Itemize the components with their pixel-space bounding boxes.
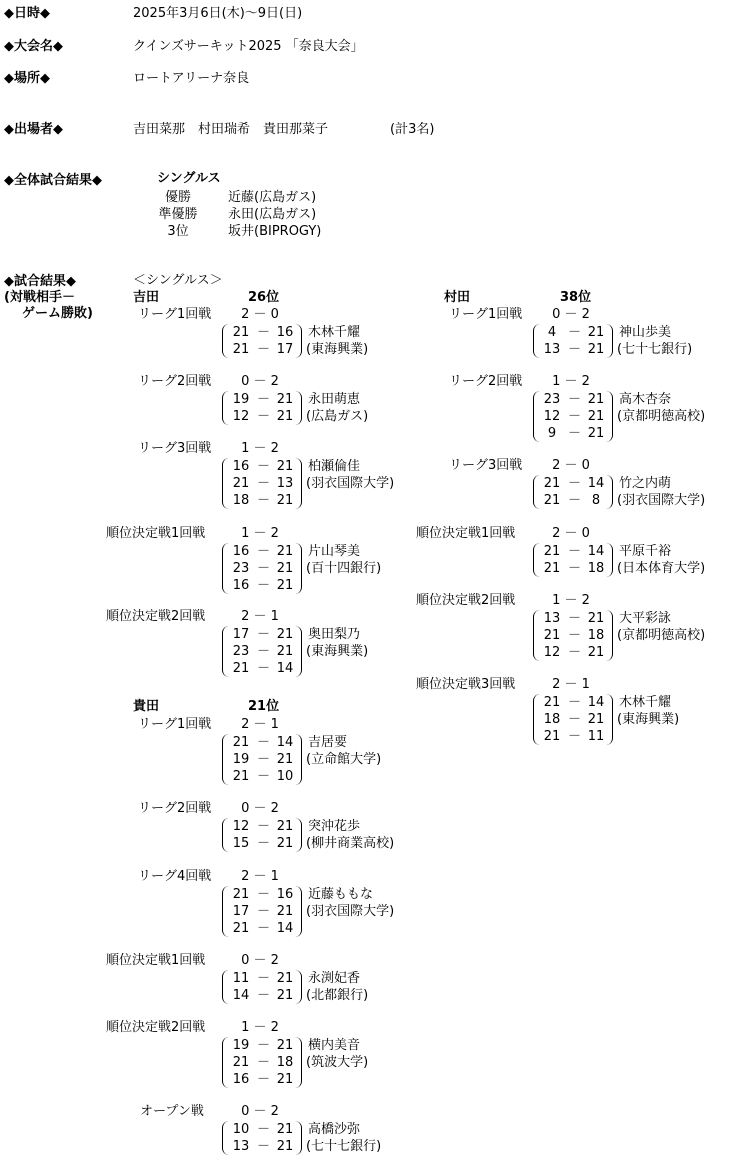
game-scores bbox=[533, 694, 613, 745]
game-score: 13 bbox=[543, 611, 561, 626]
event-value: クインズサーキット2025 「奈良大会」 bbox=[133, 39, 364, 54]
game-row bbox=[534, 391, 612, 408]
opponent-team: (日本体育大学) bbox=[617, 561, 706, 576]
game-score: 8 bbox=[591, 493, 601, 508]
game-row bbox=[534, 694, 612, 711]
opponent-name: 奥田梨乃 bbox=[308, 627, 361, 642]
game-scores bbox=[533, 324, 613, 358]
overall-rank: 準優勝 bbox=[158, 207, 198, 222]
game-row bbox=[223, 970, 301, 987]
set-score: 0 － 2 bbox=[241, 374, 279, 389]
game-score: 18 bbox=[587, 561, 605, 576]
game-score: 23 bbox=[232, 644, 250, 659]
game-row bbox=[223, 987, 301, 1004]
opponent-team: (京都明徳高校) bbox=[617, 628, 706, 643]
game-scores bbox=[222, 1037, 302, 1088]
game-dash: － bbox=[257, 836, 271, 851]
game-dash: － bbox=[568, 695, 582, 710]
venue-label: ◆場所◆ bbox=[4, 71, 50, 86]
overall-name: 永田(広島ガス) bbox=[228, 207, 317, 222]
game-score: 21 bbox=[587, 325, 605, 340]
game-dash: － bbox=[257, 661, 271, 676]
game-dash: － bbox=[257, 459, 271, 474]
game-row bbox=[223, 626, 301, 643]
set-score: 1 － 2 bbox=[241, 1020, 279, 1035]
game-score: 16 bbox=[276, 325, 294, 340]
round-label: 順位決定戦1回戦 bbox=[106, 953, 206, 968]
opponent-team: (東海興業) bbox=[306, 342, 369, 357]
game-score: 21 bbox=[232, 921, 250, 936]
round-label: リーグ1回戦 bbox=[138, 307, 212, 322]
player-name: 貴田 bbox=[133, 699, 160, 714]
game-score: 21 bbox=[543, 729, 561, 744]
game-score: 21 bbox=[232, 769, 250, 784]
opponent-name: 高橋沙弥 bbox=[308, 1122, 361, 1137]
player-name: 村田 bbox=[444, 290, 471, 305]
game-score: 14 bbox=[276, 921, 294, 936]
game-row bbox=[534, 610, 612, 627]
game-score: 14 bbox=[587, 544, 605, 559]
round-label: 順位決定戦1回戦 bbox=[106, 526, 206, 541]
results-sub: (対戦相手－ bbox=[4, 290, 75, 305]
opponent-team: (東海興業) bbox=[306, 644, 369, 659]
game-dash: － bbox=[257, 325, 271, 340]
game-row bbox=[223, 1054, 301, 1071]
game-score: 17 bbox=[232, 904, 250, 919]
game-row bbox=[223, 1138, 301, 1155]
game-score: 21 bbox=[587, 392, 605, 407]
game-score: 14 bbox=[587, 476, 605, 491]
set-score: 0 － 2 bbox=[241, 801, 279, 816]
game-row bbox=[223, 903, 301, 920]
game-dash: － bbox=[257, 1122, 271, 1137]
opponent-name: 高木杏奈 bbox=[619, 392, 672, 407]
game-score: 21 bbox=[232, 735, 250, 750]
game-dash: － bbox=[257, 1072, 271, 1087]
round-label: リーグ1回戦 bbox=[449, 307, 523, 322]
game-score: 21 bbox=[276, 544, 294, 559]
game-row bbox=[223, 734, 301, 751]
game-score: 11 bbox=[587, 729, 605, 744]
game-dash: － bbox=[257, 988, 271, 1003]
game-row bbox=[223, 324, 301, 341]
opponent-team: (羽衣国際大学) bbox=[306, 476, 395, 491]
game-score: 14 bbox=[276, 661, 294, 676]
date-value: 2025年3月6日(木)～9日(日) bbox=[133, 6, 303, 21]
opponent-name: 平原千裕 bbox=[619, 544, 672, 559]
set-score: 2 － 1 bbox=[552, 677, 590, 692]
game-dash: － bbox=[257, 752, 271, 767]
game-score: 21 bbox=[587, 426, 605, 441]
opponent-name: 木林千耀 bbox=[308, 325, 361, 340]
game-score: 21 bbox=[276, 1038, 294, 1053]
opponent-team: (広島ガス) bbox=[306, 409, 369, 424]
game-scores bbox=[222, 818, 302, 852]
game-dash: － bbox=[568, 476, 582, 491]
round-label: リーグ4回戦 bbox=[138, 869, 212, 884]
opponent-team: (立命館大学) bbox=[306, 752, 382, 767]
players-label: ◆出場者◆ bbox=[4, 122, 63, 137]
game-score: 18 bbox=[232, 493, 250, 508]
game-row bbox=[534, 425, 612, 442]
game-score: 21 bbox=[276, 561, 294, 576]
opponent-name: 木林千耀 bbox=[619, 695, 672, 710]
game-score: 21 bbox=[587, 712, 605, 727]
game-row bbox=[223, 1037, 301, 1054]
game-score: 12 bbox=[543, 645, 561, 660]
game-row bbox=[223, 492, 301, 509]
game-score: 21 bbox=[543, 561, 561, 576]
game-scores bbox=[533, 610, 613, 661]
game-score: 23 bbox=[232, 561, 250, 576]
game-score: 17 bbox=[232, 627, 250, 642]
game-row bbox=[223, 1071, 301, 1088]
game-score: 21 bbox=[276, 904, 294, 919]
round-label: リーグ1回戦 bbox=[138, 717, 212, 732]
opponent-team: (百十四銀行) bbox=[306, 561, 382, 576]
game-scores bbox=[222, 734, 302, 785]
game-dash: － bbox=[257, 476, 271, 491]
opponent-name: 横内美音 bbox=[308, 1038, 361, 1053]
round-label: リーグ2回戦 bbox=[138, 801, 212, 816]
game-dash: － bbox=[568, 493, 582, 508]
round-label: リーグ2回戦 bbox=[138, 374, 212, 389]
game-row bbox=[534, 644, 612, 661]
game-score: 21 bbox=[543, 695, 561, 710]
game-score: 11 bbox=[232, 971, 250, 986]
game-dash: － bbox=[568, 544, 582, 559]
game-score: 21 bbox=[276, 1122, 294, 1137]
game-row bbox=[534, 560, 612, 577]
game-score: 12 bbox=[543, 409, 561, 424]
set-score: 2 － 1 bbox=[241, 609, 279, 624]
round-label: オープン戦 bbox=[140, 1104, 204, 1119]
game-score: 21 bbox=[276, 971, 294, 986]
set-score: 1 － 2 bbox=[552, 374, 590, 389]
set-score: 1 － 2 bbox=[552, 593, 590, 608]
opponent-name: 片山琴美 bbox=[308, 544, 361, 559]
game-dash: － bbox=[257, 1055, 271, 1070]
opponent-team: (京都明徳高校) bbox=[617, 409, 706, 424]
game-scores bbox=[222, 1121, 302, 1155]
game-score: 21 bbox=[232, 342, 250, 357]
game-scores bbox=[222, 543, 302, 594]
opponent-team: (羽衣国際大学) bbox=[306, 904, 395, 919]
game-dash: － bbox=[257, 409, 271, 424]
game-score: 21 bbox=[276, 644, 294, 659]
opponent-team: (七十七銀行) bbox=[617, 342, 693, 357]
set-score: 2 － 0 bbox=[552, 458, 590, 473]
opponent-team: (柳井商業高校) bbox=[306, 836, 395, 851]
overall-label: ◆全体試合結果◆ bbox=[4, 173, 102, 188]
opponent-name: 竹之内萌 bbox=[619, 476, 672, 491]
game-score: 21 bbox=[543, 476, 561, 491]
game-score: 21 bbox=[276, 459, 294, 474]
set-score: 0 － 2 bbox=[241, 1104, 279, 1119]
round-label: リーグ2回戦 bbox=[449, 374, 523, 389]
game-dash: － bbox=[257, 627, 271, 642]
game-row bbox=[223, 1121, 301, 1138]
game-row bbox=[534, 728, 612, 745]
game-row bbox=[223, 543, 301, 560]
overall-name: 近藤(広島ガス) bbox=[228, 190, 317, 205]
game-row bbox=[223, 920, 301, 937]
game-scores bbox=[222, 391, 302, 425]
game-score: 9 bbox=[547, 426, 557, 441]
game-dash: － bbox=[257, 392, 271, 407]
opponent-name: 永田萌恵 bbox=[308, 392, 361, 407]
game-score: 21 bbox=[276, 392, 294, 407]
round-label: 順位決定戦2回戦 bbox=[416, 593, 516, 608]
game-dash: － bbox=[257, 578, 271, 593]
game-score: 4 bbox=[547, 325, 557, 340]
game-scores bbox=[222, 324, 302, 358]
game-row bbox=[534, 341, 612, 358]
game-row bbox=[223, 835, 301, 852]
game-row bbox=[534, 324, 612, 341]
game-score: 21 bbox=[587, 409, 605, 424]
venue-value: ロートアリーナ奈良 bbox=[133, 71, 250, 86]
game-score: 21 bbox=[587, 611, 605, 626]
game-score: 21 bbox=[276, 836, 294, 851]
game-row bbox=[223, 341, 301, 358]
game-dash: － bbox=[568, 325, 582, 340]
set-score: 1 － 2 bbox=[241, 526, 279, 541]
round-label: 順位決定戦3回戦 bbox=[416, 677, 516, 692]
game-score: 21 bbox=[276, 1139, 294, 1154]
set-score: 0 － 2 bbox=[241, 953, 279, 968]
game-score: 21 bbox=[587, 342, 605, 357]
opponent-team: (東海興業) bbox=[617, 712, 680, 727]
game-dash: － bbox=[257, 1139, 271, 1154]
game-dash: － bbox=[568, 426, 582, 441]
game-score: 19 bbox=[232, 752, 250, 767]
round-label: リーグ3回戦 bbox=[449, 458, 523, 473]
game-scores bbox=[533, 391, 613, 442]
event-label: ◆大会名◆ bbox=[4, 39, 63, 54]
game-score: 21 bbox=[543, 493, 561, 508]
round-label: 順位決定戦2回戦 bbox=[106, 1020, 206, 1035]
game-score: 13 bbox=[276, 476, 294, 491]
round-label: リーグ3回戦 bbox=[138, 441, 212, 456]
opponent-name: 永渕妃香 bbox=[308, 971, 361, 986]
game-scores bbox=[533, 543, 613, 577]
game-row bbox=[223, 475, 301, 492]
game-score: 21 bbox=[276, 988, 294, 1003]
game-score: 21 bbox=[276, 493, 294, 508]
game-score: 12 bbox=[232, 409, 250, 424]
game-score: 21 bbox=[543, 628, 561, 643]
game-dash: － bbox=[257, 544, 271, 559]
game-dash: － bbox=[257, 493, 271, 508]
game-dash: － bbox=[568, 628, 582, 643]
game-row bbox=[534, 408, 612, 425]
game-score: 21 bbox=[276, 578, 294, 593]
game-row bbox=[223, 560, 301, 577]
game-score: 18 bbox=[276, 1055, 294, 1070]
set-score: 1 － 2 bbox=[241, 441, 279, 456]
results-label: ◆試合結果◆ bbox=[4, 274, 76, 289]
game-row bbox=[223, 751, 301, 768]
round-label: 順位決定戦1回戦 bbox=[416, 526, 516, 541]
game-score: 10 bbox=[276, 769, 294, 784]
game-score: 21 bbox=[276, 819, 294, 834]
game-dash: － bbox=[257, 921, 271, 936]
opponent-name: 近藤ももな bbox=[308, 887, 374, 902]
game-score: 16 bbox=[232, 544, 250, 559]
game-score: 16 bbox=[232, 459, 250, 474]
game-score: 14 bbox=[276, 735, 294, 750]
game-dash: － bbox=[568, 611, 582, 626]
game-row bbox=[534, 543, 612, 560]
game-dash: － bbox=[257, 1038, 271, 1053]
game-score: 21 bbox=[587, 645, 605, 660]
opponent-team: (七十七銀行) bbox=[306, 1139, 382, 1154]
game-row bbox=[223, 818, 301, 835]
game-score: 13 bbox=[232, 1139, 250, 1154]
game-scores bbox=[222, 626, 302, 677]
opponent-name: 吉居要 bbox=[308, 735, 348, 750]
opponent-name: 突沖花歩 bbox=[308, 819, 361, 834]
player-rank: 26位 bbox=[248, 290, 280, 305]
game-scores bbox=[222, 886, 302, 937]
overall-rank: 3位 bbox=[167, 224, 189, 239]
game-dash: － bbox=[257, 819, 271, 834]
game-row bbox=[534, 475, 612, 492]
game-score: 19 bbox=[232, 392, 250, 407]
game-scores bbox=[222, 458, 302, 509]
game-row bbox=[223, 577, 301, 594]
game-row bbox=[223, 643, 301, 660]
game-dash: － bbox=[257, 887, 271, 902]
set-score: 2 － 1 bbox=[241, 717, 279, 732]
game-dash: － bbox=[257, 971, 271, 986]
game-score: 10 bbox=[232, 1122, 250, 1137]
overall-category: シングルス bbox=[157, 171, 221, 186]
player-name: 吉田 bbox=[133, 290, 160, 305]
game-score: 21 bbox=[276, 1072, 294, 1087]
game-score: 21 bbox=[232, 661, 250, 676]
opponent-team: (羽衣国際大学) bbox=[617, 493, 706, 508]
opponent-name: 神山歩美 bbox=[619, 325, 672, 340]
set-score: 0 － 2 bbox=[552, 307, 590, 322]
game-score: 18 bbox=[543, 712, 561, 727]
game-scores bbox=[222, 970, 302, 1004]
opponent-team: (北都銀行) bbox=[306, 988, 369, 1003]
game-score: 21 bbox=[232, 1055, 250, 1070]
results-sub: ゲーム勝敗) bbox=[22, 306, 93, 321]
game-dash: － bbox=[257, 904, 271, 919]
game-dash: － bbox=[257, 769, 271, 784]
game-dash: － bbox=[257, 342, 271, 357]
game-score: 16 bbox=[232, 578, 250, 593]
game-row bbox=[534, 627, 612, 644]
game-score: 21 bbox=[276, 409, 294, 424]
game-dash: － bbox=[568, 392, 582, 407]
round-label: 順位決定戦2回戦 bbox=[106, 609, 206, 624]
date-label: ◆日時◆ bbox=[4, 6, 50, 21]
set-score: 2 － 0 bbox=[552, 526, 590, 541]
player-rank: 21位 bbox=[248, 699, 280, 714]
game-score: 16 bbox=[232, 1072, 250, 1087]
results-category: ＜シングルス＞ bbox=[133, 273, 223, 288]
game-dash: － bbox=[568, 645, 582, 660]
game-dash: － bbox=[257, 561, 271, 576]
opponent-name: 柏瀬倫佳 bbox=[308, 459, 361, 474]
player-rank: 38位 bbox=[560, 290, 592, 305]
game-row bbox=[223, 408, 301, 425]
game-dash: － bbox=[257, 735, 271, 750]
set-score: 2 － 1 bbox=[241, 869, 279, 884]
game-row bbox=[223, 391, 301, 408]
game-dash: － bbox=[568, 561, 582, 576]
game-score: 23 bbox=[543, 392, 561, 407]
game-score: 19 bbox=[232, 1038, 250, 1053]
game-score: 21 bbox=[232, 325, 250, 340]
game-score: 12 bbox=[232, 819, 250, 834]
game-score: 21 bbox=[232, 476, 250, 491]
game-score: 14 bbox=[587, 695, 605, 710]
set-score: 2 － 0 bbox=[241, 307, 279, 322]
game-score: 21 bbox=[276, 752, 294, 767]
game-dash: － bbox=[568, 409, 582, 424]
players-count: (計3名) bbox=[390, 122, 435, 137]
game-dash: － bbox=[568, 729, 582, 744]
game-score: 21 bbox=[232, 887, 250, 902]
game-row bbox=[534, 711, 612, 728]
game-dash: － bbox=[568, 712, 582, 727]
players-value: 吉田菜那 村田瑞希 貴田那菜子 bbox=[133, 122, 329, 137]
game-score: 14 bbox=[232, 988, 250, 1003]
game-score: 17 bbox=[276, 342, 294, 357]
game-row bbox=[223, 458, 301, 475]
game-score: 21 bbox=[276, 627, 294, 642]
game-row bbox=[534, 492, 612, 509]
overall-name: 坂井(BIPROGY) bbox=[228, 224, 322, 239]
opponent-name: 大平彩詠 bbox=[619, 611, 672, 626]
game-dash: － bbox=[568, 342, 582, 357]
overall-rank: 優勝 bbox=[164, 190, 191, 205]
game-score: 13 bbox=[543, 342, 561, 357]
game-score: 21 bbox=[543, 544, 561, 559]
game-row bbox=[223, 660, 301, 677]
game-score: 18 bbox=[587, 628, 605, 643]
game-dash: － bbox=[257, 644, 271, 659]
game-score: 15 bbox=[232, 836, 250, 851]
game-scores bbox=[533, 475, 613, 509]
game-row bbox=[223, 886, 301, 903]
game-row bbox=[223, 768, 301, 785]
opponent-team: (筑波大学) bbox=[306, 1055, 369, 1070]
game-score: 16 bbox=[276, 887, 294, 902]
